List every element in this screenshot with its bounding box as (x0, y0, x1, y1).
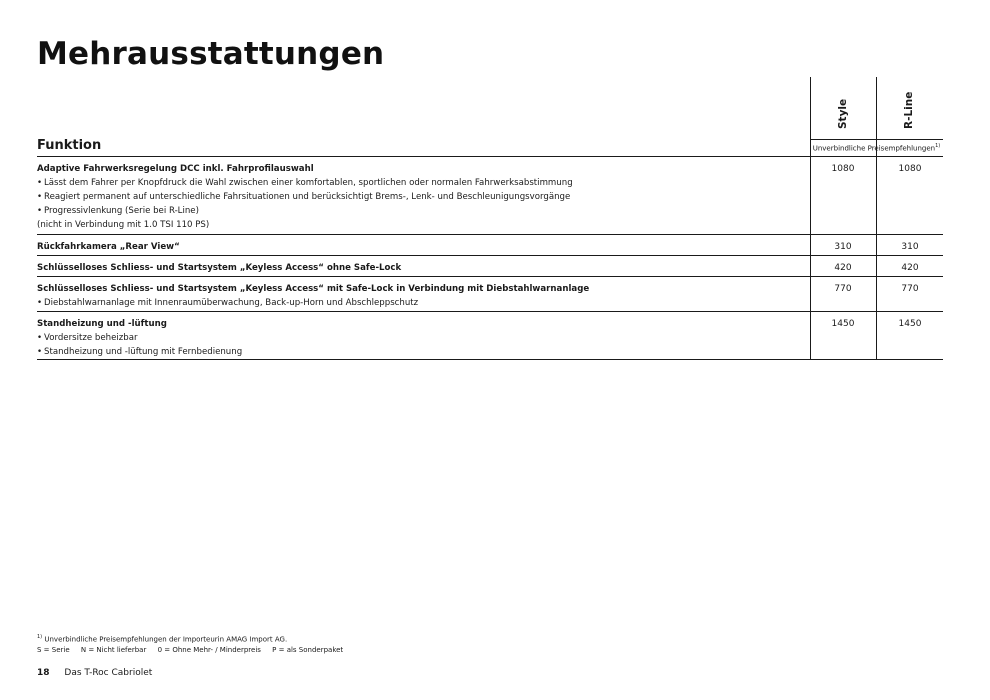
footnote-text: $^{1)}$ Unverbindliche Preisempfehlungen der Importeurin AMAG Import AG. (37, 634, 288, 644)
row-description (37, 261, 807, 275)
row-title: Schlüsselloses Schliess- und Startsystem „Keyless Access“ ohne Safe-Lock (37, 263, 402, 273)
row-title: Adaptive Fahrwerksregelung DCC inkl. Fahrprofilauswahl (37, 164, 314, 174)
row-description (37, 317, 807, 359)
legend (37, 645, 352, 656)
table-row-standheizung (37, 312, 943, 360)
row-note: (nicht in Verbindung mit 1.0 TSI 110 PS) (37, 220, 210, 230)
price-rline: 420 (901, 263, 919, 273)
row-description (37, 162, 807, 232)
price-rline: 310 (901, 242, 919, 252)
row-bullet: • Reagiert permanent auf unterschiedliche Fahrsituationen und berücksichtigt Brems-, Lenk- und Beschleunigungsvorgänge (37, 190, 807, 204)
row-title: Standheizung und -lüftung (37, 319, 167, 329)
price-style: 420 (834, 263, 852, 273)
row-bullet: • Lässt dem Fahrer per Knopfdruck die Wahl zwischen einer komfortablen, sportlichen oder normalen Fahrwerksabstimmung (37, 176, 807, 190)
row-description (37, 240, 807, 254)
table-row-rear-view (37, 235, 943, 256)
header-divider-columns (810, 139, 943, 140)
row-bullet: • Vordersitze beheizbar (37, 331, 807, 345)
price-style: 770 (834, 284, 852, 294)
row-title: Schlüsselloses Schliess- und Startsystem „Keyless Access“ mit Safe-Lock in Verbindung mit Diebstahlwarnanlage (37, 284, 590, 294)
legend-item: N = Nicht lieferbar (80, 646, 147, 655)
price-style: 1450 (831, 319, 855, 329)
footnote (37, 632, 352, 656)
row-description (37, 282, 807, 310)
column-header-style: Style (837, 98, 849, 129)
legend-item: P = als Sonderpaket (272, 646, 344, 655)
price-rline: 1080 (898, 164, 922, 174)
table-row-keyless-safe-lock (37, 277, 943, 312)
footer-title: Das T-Roc Cabriolet (64, 668, 153, 678)
funktion-label: Funktion (37, 138, 102, 153)
page-number: 18 (37, 668, 50, 678)
price-style: 1080 (831, 164, 855, 174)
page-title: Mehrausstattungen (37, 36, 385, 72)
row-bullet: • Progressivlenkung (Serie bei R-Line) (37, 204, 807, 218)
price-note: Unverbindliche Preisempfehlungen$^{1)}$ (812, 143, 941, 153)
table-row-dcc (37, 157, 943, 235)
price-rline: 770 (901, 284, 919, 294)
price-rline: 1450 (898, 319, 922, 329)
page-footer (37, 668, 152, 678)
table-row-keyless-access (37, 256, 943, 277)
legend-item: 0 = Ohne Mehr- / Minderpreis (157, 646, 261, 655)
row-bullet: • Standheizung und -lüftung mit Fernbedienung (37, 345, 807, 359)
column-header-rline: R-Line (903, 91, 915, 129)
row-bullet: • Diebstahlwarnanlage mit Innenraumüberwachung, Back-up-Horn und Abschleppschutz (37, 296, 807, 310)
legend-item: S = Serie (37, 646, 70, 655)
row-title: Rückfahrkamera „Rear View“ (37, 242, 180, 252)
price-style: 310 (834, 242, 852, 252)
